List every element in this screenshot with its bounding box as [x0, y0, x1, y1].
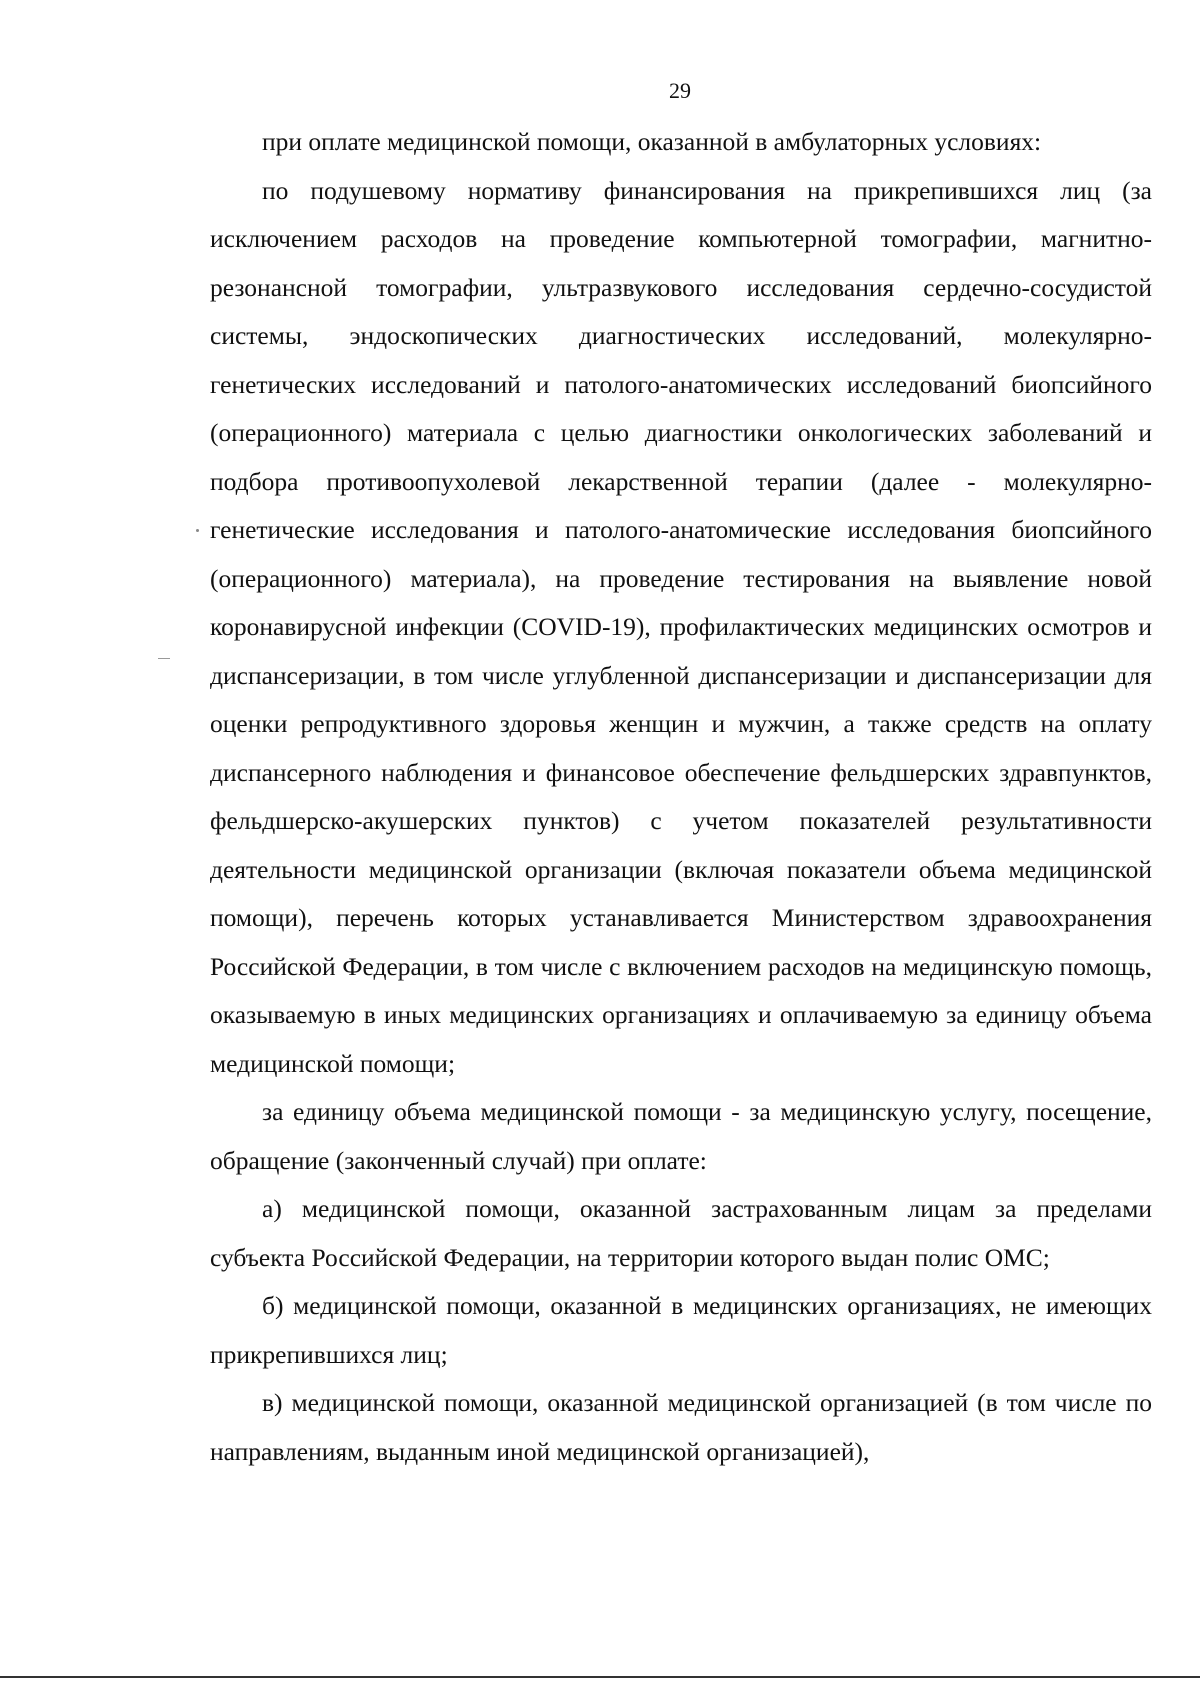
- paragraph-item-c: в) медицинской помощи, оказанной медицинской организацией (в том числе по направлениям, выданным иной медицинской организацией),: [210, 1388, 1152, 1466]
- paragraph-per-capita: по подушевому нормативу финансирования на прикрепившихся лиц (за исключением расходов на проведение компьютерной томографии, магнитно-резонансной томографии, ультразвукового исследования сердечно-сосудистой системы, эндоскопических диагностических исследований, молекулярно-генетических исследований и патолого-анатомических исследований биопсийного (операционного) материала с целью диагностики онкологических заболеваний и подбора противоопухолевой лекарственной терапии (далее - молекулярно-генетические исследования и патолого-анатомические исследования биопсийного (операционного) материала), на проведение тестирования на выявление новой коронавирусной инфекции (COVID-19), профилактических медицинских осмотров и диспансеризации, в том числе углубленной диспансеризации и диспансеризации для оценки репродуктивного здоровья женщин и мужчин, а также средств на оплату диспансерного наблюдения и финансовое обеспечение фельдшерских здравпунктов, фельдшерско-акушерских пунктов) с учетом показателей результативности деятельности медицинской организации (включая показатели объема медицинской помощи), перечень которых устанавливается Министерством здравоохранения Российской Федерации, в том числе с включением расходов на медицинскую помощь, оказываемую в иных медицинских организациях и оплачиваемую за единицу объема медицинской помощи;: [210, 175, 1152, 1078]
- paragraph-item-a: а) медицинской помощи, оказанной застрахованным лицам за пределами субъекта Российской Федерации, на территории которого выдан полис ОМС;: [210, 1194, 1152, 1272]
- paragraph-item-b: б) медицинской помощи, оказанной в медицинских организациях, не имеющих прикрепившихся лиц;: [210, 1291, 1152, 1369]
- page-bottom-rule: [0, 1676, 1200, 1678]
- paragraph-per-unit: за единицу объема медицинской помощи - за медицинскую услугу, посещение, обращение (законченный случай) при оплате:: [210, 1097, 1152, 1175]
- page-number: 29: [669, 78, 691, 103]
- scan-speck: [196, 529, 199, 532]
- scan-margin-tick: [158, 658, 170, 659]
- document-body: [210, 118, 1152, 1476]
- paragraph-intro: при оплате медицинской помощи, оказанной в амбулаторных условиях:: [262, 127, 1042, 156]
